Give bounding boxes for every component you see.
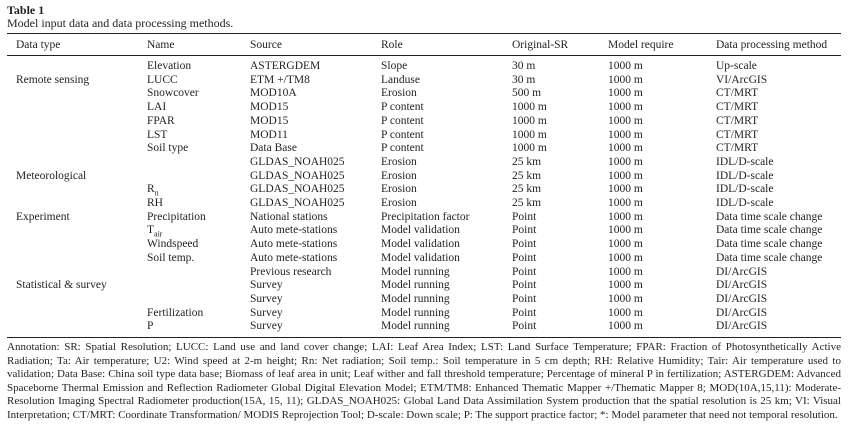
cell-data-processing-method: DI/ArcGIS <box>716 279 768 292</box>
cell-source: GLDAS_NOAH025 <box>250 155 345 168</box>
cell-source: GLDAS_NOAH025 <box>250 169 345 182</box>
table-row <box>0 142 851 156</box>
cell-role: Erosion <box>381 183 417 196</box>
cell-name: RH <box>147 197 163 209</box>
cell-data-processing-method: IDL/D-scale <box>716 183 774 196</box>
table-row <box>0 197 851 211</box>
table-title: Model input data and data processing methods. <box>7 16 234 30</box>
cell-data-type: Meteorological <box>16 169 87 182</box>
cell-data-processing-method: DI/ArcGIS <box>716 306 768 319</box>
cell-data-processing-method: CT/MRT <box>716 114 759 127</box>
cell-source: Survey <box>250 292 283 305</box>
cell-source: Survey <box>250 320 283 333</box>
cell-model-require: 1000 m <box>608 60 643 72</box>
cell-source: Auto mete-stations <box>250 238 338 251</box>
table-row <box>0 266 851 280</box>
cell-original-sr: Point <box>512 210 537 223</box>
cell-name <box>147 224 162 238</box>
cell-original-sr: Point <box>512 224 537 237</box>
cell-name: Snowcover <box>147 87 199 100</box>
cell-model-require: 1000 m <box>608 183 643 196</box>
cell-data-type: Experiment <box>16 210 70 223</box>
cell-model-require: 1000 m <box>608 210 643 223</box>
name-main: R <box>147 183 155 196</box>
cell-original-sr: 25 km <box>512 183 542 196</box>
cell-model-require: 1000 m <box>608 155 643 168</box>
cell-role: Model running <box>381 306 450 319</box>
cell-data-processing-method: CT/MRT <box>716 101 759 114</box>
cell-role: Model validation <box>381 238 460 251</box>
column-header-model-require: Model require <box>608 39 674 51</box>
table-row <box>0 170 851 184</box>
cell-role: Erosion <box>381 155 417 168</box>
table-row <box>0 129 851 143</box>
cell-name: Fertilization <box>147 306 204 319</box>
cell-data-processing-method: DI/ArcGIS <box>716 320 768 333</box>
cell-data-processing-method: Data time scale change <box>716 251 823 264</box>
column-header-original-sr: Original-SR <box>512 39 569 51</box>
cell-data-processing-method: IDL/D-scale <box>716 197 774 209</box>
cell-source: MOD15 <box>250 114 289 127</box>
cell-name: Precipitation <box>147 210 206 223</box>
cell-model-require: 1000 m <box>608 279 643 292</box>
name-subscript: air <box>154 229 163 239</box>
cell-role: Model running <box>381 279 450 292</box>
cell-data-processing-method: Up-scale <box>716 60 757 72</box>
cell-name <box>147 183 159 197</box>
column-header-data-processing-method: Data processing method <box>716 39 828 51</box>
table-row <box>0 74 851 88</box>
cell-model-require: 1000 m <box>608 197 643 209</box>
cell-source: MOD10A <box>250 87 297 100</box>
cell-original-sr: Point <box>512 292 537 305</box>
table-label: Table 1 <box>7 3 45 17</box>
cell-original-sr: 1000 m <box>512 101 547 114</box>
cell-name: Soil temp. <box>147 251 195 264</box>
cell-source: GLDAS_NOAH025 <box>250 197 345 209</box>
table-row <box>0 101 851 115</box>
cell-original-sr: 1000 m <box>512 128 547 141</box>
cell-data-processing-method: CT/MRT <box>716 142 759 155</box>
cell-model-require: 1000 m <box>608 251 643 264</box>
cell-data-processing-method: IDL/D-scale <box>716 155 774 168</box>
cell-source: Survey <box>250 306 283 319</box>
table-row <box>0 238 851 252</box>
cell-original-sr: 25 km <box>512 169 542 182</box>
cell-original-sr: 30 m <box>512 60 536 72</box>
cell-source: GLDAS_NOAH025 <box>250 183 345 196</box>
cell-role: P content <box>381 101 424 114</box>
top-rule <box>7 33 841 34</box>
cell-data-processing-method: CT/MRT <box>716 87 759 100</box>
cell-original-sr: 1000 m <box>512 114 547 127</box>
cell-name: LAI <box>147 101 167 114</box>
cell-role: Erosion <box>381 87 417 100</box>
cell-role: Precipitation factor <box>381 210 470 223</box>
cell-model-require: 1000 m <box>608 306 643 319</box>
cell-source: MOD15 <box>250 101 289 114</box>
cell-role: Model running <box>381 320 450 333</box>
table-row <box>0 115 851 129</box>
cell-model-require: 1000 m <box>608 142 643 155</box>
cell-source: MOD11 <box>250 128 288 141</box>
cell-role: Model validation <box>381 251 460 264</box>
cell-model-require: 1000 m <box>608 73 643 86</box>
cell-model-require: 1000 m <box>608 87 643 100</box>
cell-model-require: 1000 m <box>608 128 643 141</box>
cell-original-sr: 500 m <box>512 87 542 100</box>
cell-original-sr: Point <box>512 238 537 251</box>
cell-name: P <box>147 320 154 333</box>
cell-name: LST <box>147 128 168 141</box>
table-row <box>0 320 851 334</box>
cell-original-sr: Point <box>512 306 537 319</box>
cell-original-sr: Point <box>512 265 537 278</box>
cell-model-require: 1000 m <box>608 169 643 182</box>
cell-model-require: 1000 m <box>608 265 643 278</box>
cell-source: ETM +/TM8 <box>250 73 310 86</box>
cell-original-sr: 30 m <box>512 73 536 86</box>
column-header-source: Source <box>250 39 282 51</box>
cell-model-require: 1000 m <box>608 238 643 251</box>
cell-original-sr: Point <box>512 279 537 292</box>
cell-role: Erosion <box>381 197 417 209</box>
table-row <box>0 252 851 266</box>
table-row <box>0 293 851 307</box>
column-header-name: Name <box>147 39 175 51</box>
table-annotation: Annotation: SR: Spatial Resolution; LUCC: Land use and land cover change; LAI: Leaf Area Index; LST: Land Surface Temperature; FPAR: Fraction of Photosynthetically Active Radiation; Ta: Air temperature; U2: Wind speed at 2-m height; Rn: Net radiation; Soil temp.: Soil temperature in 5 cm depth; RH: Relative Humidity; Tair: Air temperature used to validation; Data Base: China soil type data base; Biomass of leaf area in unit; Leaf wither and fall threshold temperature; Percentage of mineral P in fertilization; ASTERGDEM: Advanced Spaceborne Thermal Emission and Reflection Radiometer Global Digital Elevation Model; ETM/TM8: Enhanced Thematic Mapper +/Thematic Mapper 8; MOD(10A,15,11): Moderate-Resolution Imaging Spectral Radiometer production(15A, 15, 11); GLDAS_NOAH025: Global Land Data Assimilation System production that the spatial resolution is 25 km; VI: Visual Interpretation; CT/MRT: Coordinate Transformation/ MODIS Reprojection Tool; D-scale: Down scale; P: The support practice factor; *: Model parameter that need not temporal resolution. <box>7 341 841 421</box>
table-body <box>0 60 851 335</box>
column-header-data-type: Data type <box>16 39 61 51</box>
cell-role: Slope <box>381 60 408 72</box>
cell-source: Survey <box>250 279 283 292</box>
cell-model-require: 1000 m <box>608 114 643 127</box>
cell-source: National stations <box>250 210 328 223</box>
cell-role: Model validation <box>381 224 460 237</box>
cell-source: Data Base <box>250 142 297 155</box>
bottom-rule <box>7 337 841 338</box>
table-row <box>0 60 851 74</box>
cell-model-require: 1000 m <box>608 101 643 114</box>
name-main: T <box>147 224 155 237</box>
table-row <box>0 224 851 238</box>
cell-data-processing-method: Data time scale change <box>716 238 823 251</box>
table-row <box>0 307 851 321</box>
header-rule <box>7 55 841 56</box>
cell-source: ASTERGDEM <box>250 60 321 72</box>
table-row <box>0 156 851 170</box>
cell-original-sr: 1000 m <box>512 142 547 155</box>
cell-data-processing-method: VI/ArcGIS <box>716 73 768 86</box>
cell-data-type: Statistical & survey <box>16 279 107 292</box>
cell-data-processing-method: DI/ArcGIS <box>716 265 768 278</box>
column-header-role: Role <box>381 39 403 51</box>
table-row <box>0 183 851 197</box>
cell-role: P content <box>381 142 424 155</box>
table-row <box>0 211 851 225</box>
name-subscript: n <box>154 188 159 198</box>
cell-original-sr: Point <box>512 320 537 333</box>
cell-original-sr: 25 km <box>512 197 542 209</box>
cell-name: LUCC <box>147 73 178 86</box>
cell-role: Model running <box>381 292 450 305</box>
cell-model-require: 1000 m <box>608 320 643 333</box>
cell-name: Elevation <box>147 60 192 72</box>
cell-name: FPAR <box>147 114 175 127</box>
cell-data-type: Remote sensing <box>16 73 90 86</box>
cell-role: Landuse <box>381 73 420 86</box>
cell-data-processing-method: Data time scale change <box>716 210 823 223</box>
cell-original-sr: 25 km <box>512 155 542 168</box>
cell-original-sr: Point <box>512 251 537 264</box>
cell-source: Auto mete-stations <box>250 251 338 264</box>
cell-data-processing-method: Data time scale change <box>716 224 823 237</box>
table-row <box>0 87 851 101</box>
cell-name: Soil type <box>147 142 189 155</box>
cell-role: Erosion <box>381 169 417 182</box>
cell-role: P content <box>381 128 424 141</box>
cell-data-processing-method: DI/ArcGIS <box>716 292 768 305</box>
cell-source: Auto mete-stations <box>250 224 338 237</box>
cell-source: Previous research <box>250 265 332 278</box>
cell-role: P content <box>381 114 424 127</box>
cell-model-require: 1000 m <box>608 224 643 237</box>
cell-data-processing-method: IDL/D-scale <box>716 169 774 182</box>
table-row <box>0 279 851 293</box>
cell-name: Windspeed <box>147 238 199 251</box>
cell-model-require: 1000 m <box>608 292 643 305</box>
cell-role: Model running <box>381 265 450 278</box>
cell-data-processing-method: CT/MRT <box>716 128 759 141</box>
